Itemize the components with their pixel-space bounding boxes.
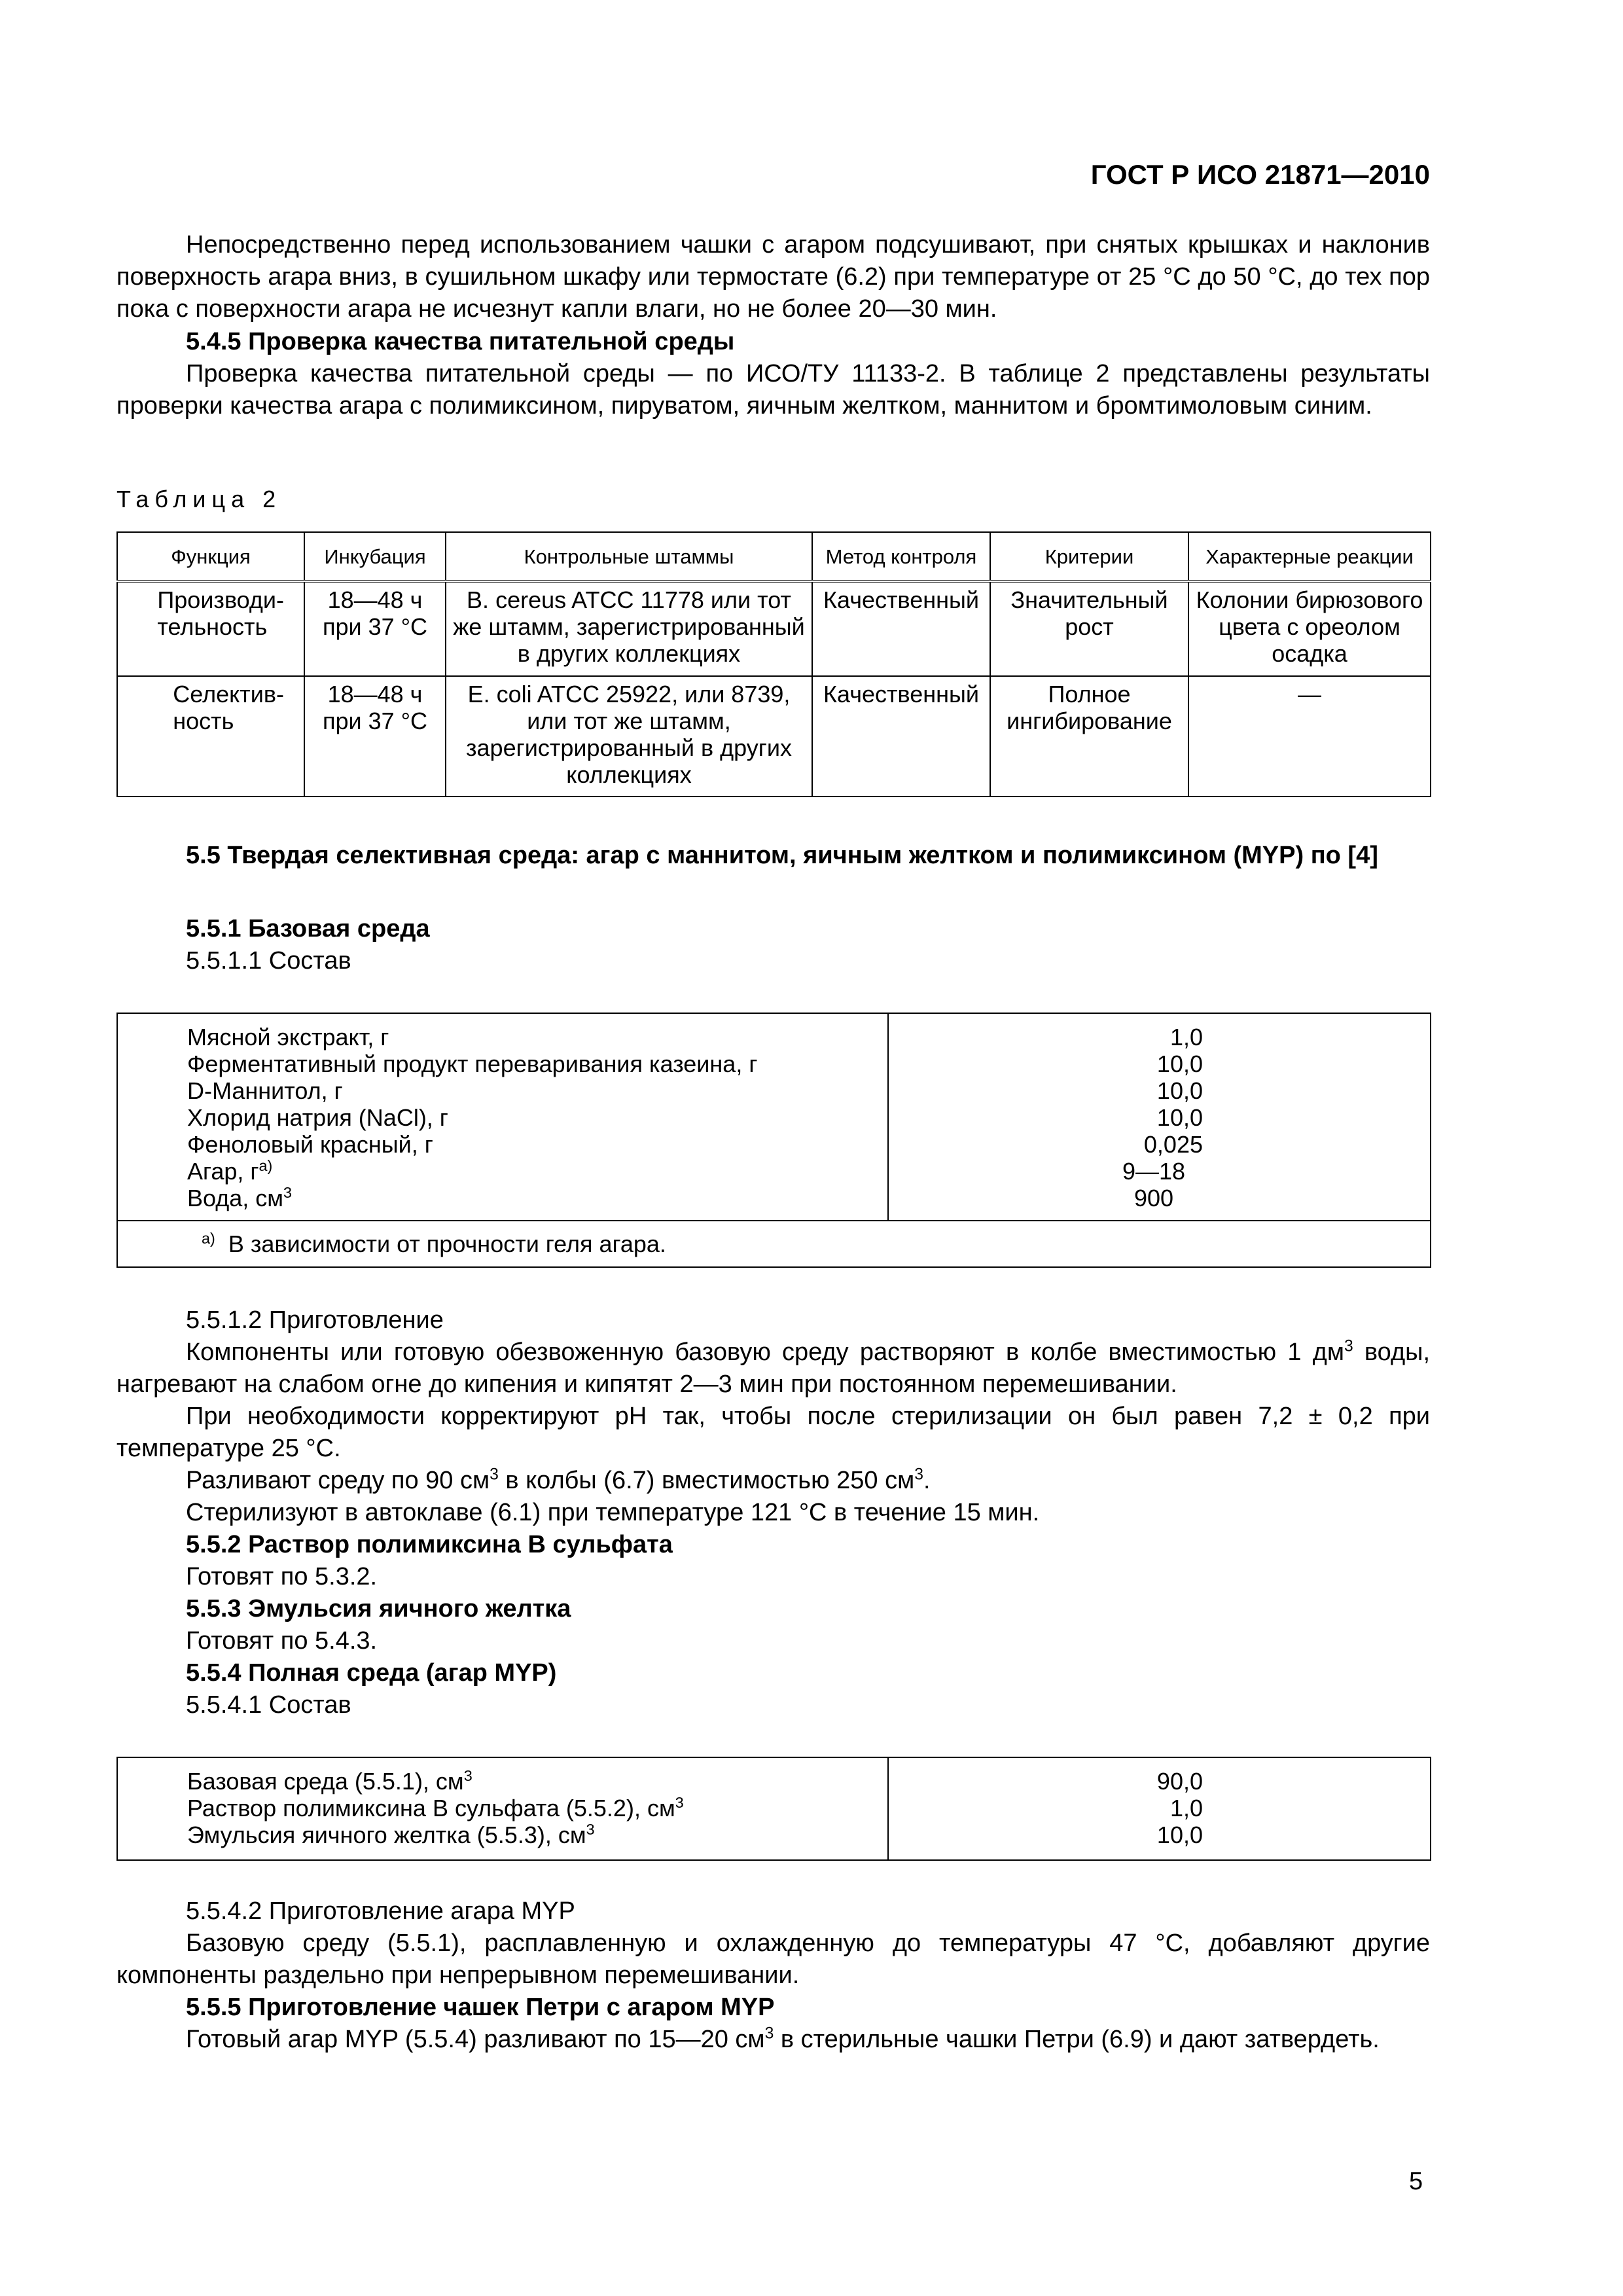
- column-header: Контрольные штаммы: [446, 532, 812, 581]
- table-2-header-row: [117, 532, 1431, 581]
- section-5-5-4-2-text: Базовую среду (5.5.1), расплавленную и охлажденную до температуры 47 °C, добавляют другие компоненты раздельно при непрерывном перемешивании.: [116, 1929, 1430, 1989]
- ingredient-name: Ферментативный продукт переваривания казеина, г: [187, 1050, 758, 1077]
- ingredient-name: Хлорид натрия (NaCl), г: [187, 1104, 448, 1131]
- section-5-5-heading: 5.5 Твердая селективная среда: агар с маннитом, яичным желтком и полимиксином (MYP) по [4]: [186, 842, 1378, 869]
- ingredient-value: 10,0: [1156, 1077, 1203, 1104]
- ingredient-value: 10,0: [1156, 1821, 1203, 1848]
- section-5-5-2-text: Готовят по 5.3.2.: [186, 1563, 378, 1590]
- section-5-5-4-2-label: 5.5.4.2 Приготовление агара MYP: [186, 1897, 575, 1925]
- ingredient-name: Агар, $г^{а)}$: [187, 1157, 273, 1185]
- ingredient-value: 1,0: [1169, 1024, 1203, 1050]
- table-2: [116, 531, 1431, 797]
- section-5-5-3-heading: 5.5.3 Эмульсия яичного желтка: [186, 1595, 571, 1623]
- cell-function: Производи- тельность: [117, 581, 304, 676]
- column-header: Функция: [117, 532, 304, 581]
- cell-criteria: Значительный рост: [990, 581, 1188, 676]
- section-5-4-5-text: Проверка качества питательной среды — по ИСО/ТУ 11133-2. В таблице 2 представлены результаты проверки качества агара с полимиксином, пируватом, яичным желтком, маннитом и бромтимоловым синим.: [116, 360, 1430, 420]
- section-5-5-3-text: Готовят по 5.4.3.: [186, 1627, 378, 1655]
- ingredient-name: Базовая среда (5.5.1), $см^3$: [187, 1767, 473, 1795]
- preparation-text-2: При необходимости корректируют pH так, чтобы после стерилизации он был равен 7,2 ± 0,2 при температуре 25 °C.: [116, 1403, 1430, 1462]
- cell-incubation: 18—48 ч при 37 °C: [304, 581, 446, 676]
- section-5-4-5-heading: 5.4.5 Проверка качества питательной среды: [186, 328, 735, 355]
- ingredient-value: 9—18: [1122, 1158, 1186, 1185]
- section-5-5-5-heading: 5.5.5 Приготовление чашек Петри с агаром MYP: [186, 1994, 775, 2021]
- section-5-5-1-heading: 5.5.1 Базовая среда: [186, 915, 430, 942]
- cell-reactions: —: [1188, 676, 1431, 797]
- cell-method: Качественный: [812, 676, 990, 797]
- ingredient-name: Раствор полимиксина В сульфата (5.5.2), $см^3$: [187, 1794, 684, 1821]
- ingredient-name: Феноловый красный, г: [187, 1131, 433, 1158]
- page-number: 5: [1409, 2168, 1423, 2195]
- section-5-5-5-text: Готовый агар MYP (5.5.4) разливают по 15—20 $см^3$ в стерильные чашки Петри (6.9) и дают затвердеть.: [186, 2024, 1380, 2053]
- ingredient-values: [888, 1013, 1431, 1221]
- ingredient-values: [888, 1757, 1431, 1860]
- intro-paragraph: Непосредственно перед использованием чашки с агаром подсушивают, при снятых крышках и наклонив поверхность агара вниз, в сушильном шкафу или термостате (6.2) при температуре от 25 °C до 50 °C, до тех пор пока с поверхности агара не исчезнут капли влаги, но не более 20—30 мин.: [116, 231, 1430, 323]
- table-row: [117, 676, 1431, 797]
- base-composition-table: [116, 1013, 1431, 1268]
- column-header: Инкубация: [304, 532, 446, 581]
- ingredient-name: Вода, $см^3$: [187, 1184, 293, 1211]
- table-2-caption: Таблица 2: [116, 486, 282, 512]
- ingredient-value: 0,025: [1143, 1131, 1203, 1158]
- column-header: Критерии: [990, 532, 1188, 581]
- cell-reactions: Колонии бирюзового цвета с ореолом осадка: [1188, 581, 1431, 676]
- cell-strains: B. cereus ATCC 11778 или тот же штамм, зарегистрированный в других коллекциях: [446, 581, 812, 676]
- cell-function: Селектив- ность: [117, 676, 304, 797]
- ingredient-value: 1,0: [1169, 1795, 1203, 1821]
- section-5-5-1-2-label: 5.5.1.2 Приготовление: [186, 1306, 444, 1334]
- ingredient-name: Мясной экстракт, г: [187, 1024, 389, 1050]
- section-5-5-1-1-label: 5.5.1.1 Состав: [186, 947, 351, 975]
- preparation-text-4: Стерилизуют в автоклаве (6.1) при температуре 121 °C в течение 15 мин.: [186, 1499, 1040, 1526]
- ingredient-value: 10,0: [1156, 1050, 1203, 1077]
- column-header: Метод контроля: [812, 532, 990, 581]
- ingredient-value: 900: [1133, 1185, 1174, 1211]
- ingredient-value: 10,0: [1156, 1104, 1203, 1131]
- ingredient-value: 90,0: [1156, 1768, 1203, 1795]
- ingredient-names: [117, 1757, 888, 1860]
- complete-composition-table: [116, 1757, 1431, 1861]
- section-5-5-2-heading: 5.5.2 Раствор полимиксина В сульфата: [186, 1531, 673, 1558]
- section-5-5-4-heading: 5.5.4 Полная среда (агар MYP): [186, 1659, 557, 1687]
- table-row: [117, 581, 1431, 676]
- composition-footnote: $^{а)}$ В зависимости от прочности геля агара.: [117, 1221, 1431, 1267]
- ingredient-name: Эмульсия яичного желтка (5.5.3), $см^3$: [187, 1821, 595, 1848]
- cell-method: Качественный: [812, 581, 990, 676]
- ingredient-name: D-Маннитол, г: [187, 1077, 343, 1104]
- document-code-header: ГОСТ Р ИСО 21871—2010: [1090, 159, 1430, 190]
- section-5-5-4-1-label: 5.5.4.1 Состав: [186, 1691, 351, 1719]
- cell-incubation: 18—48 ч при 37 °C: [304, 676, 446, 797]
- cell-strains: E. coli ATCC 25922, или 8739, или тот же штамм, зарегистрированный в других коллекциях: [446, 676, 812, 797]
- ingredient-names: [117, 1013, 888, 1221]
- preparation-text-3: Разливают среду по 90 $см^3$ в колбы (6.7) вместимостью 250 $см^3$.: [186, 1465, 931, 1494]
- column-header: Характерные реакции: [1188, 532, 1431, 581]
- cell-criteria: Полное ингибирование: [990, 676, 1188, 797]
- preparation-text-1: Компоненты или готовую обезвоженную базовую среду растворяют в колбе вместимостью 1 $дм^3$ воды, нагревают на слабом огне до кипения и кипятят 2—3 мин при постоянном перемешивании.: [116, 1337, 1430, 1398]
